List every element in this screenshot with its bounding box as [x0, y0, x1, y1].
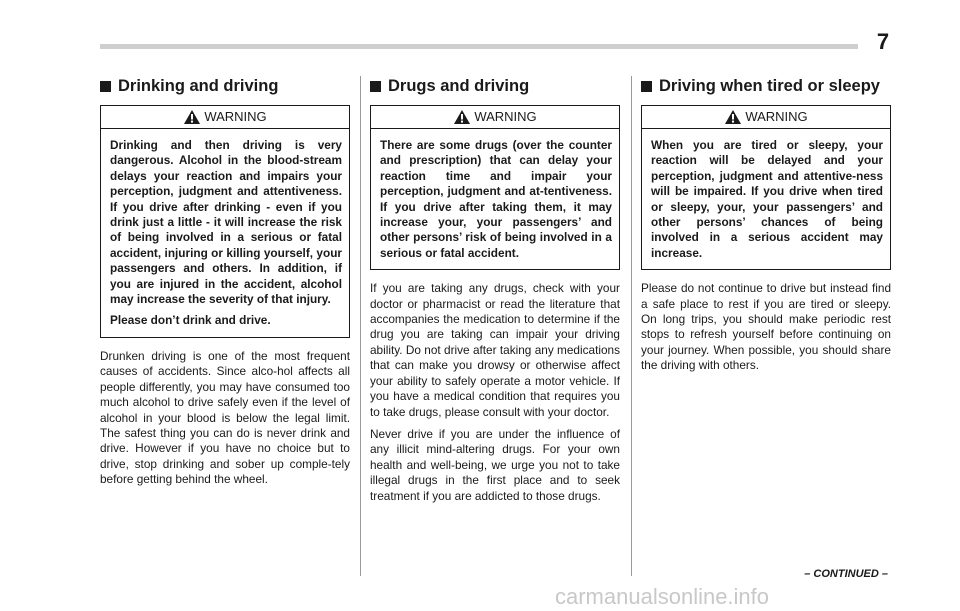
- warning-box: [100, 105, 350, 338]
- warning-header: [371, 106, 619, 129]
- section-body: [370, 281, 620, 504]
- warning-header: [101, 106, 349, 129]
- warning-triangle-icon: [724, 109, 742, 125]
- column-divider-2: [631, 76, 632, 576]
- warning-label: WARNING: [745, 109, 808, 125]
- section-heading: [370, 76, 620, 96]
- section-body: [100, 349, 350, 488]
- warning-paragraph: Please don’t drink and drive.: [110, 313, 271, 328]
- body-paragraph: Please do not continue to drive but instead find a safe place to rest if you are tired or sleepy. On long trips, you should make periodic rest stops to refresh yourself before continuing on your journey. When possible, you should share the driving with others.: [641, 281, 891, 373]
- warning-label: WARNING: [204, 109, 267, 125]
- section-heading: [641, 76, 891, 96]
- section-driving-when-tired: [641, 76, 891, 374]
- warning-box: [641, 105, 891, 270]
- warning-paragraph: When you are tired or sleepy, your reaction will be delayed and your perception, judgment and attentive-ness will be impaired. If you drive when tired or sleepy, your, your passengers’ and other persons’ chances of being involved in a serious accident may increase.: [651, 138, 883, 260]
- watermark: carmanualsonline.info: [555, 584, 770, 609]
- square-bullet-icon: [370, 81, 381, 92]
- section-title: Drinking and driving: [118, 77, 279, 95]
- square-bullet-icon: [100, 81, 111, 92]
- body-paragraph: If you are taking any drugs, check with your doctor or pharmacist or read the literature that accompanies the medication to determine if the drug you are taking can impair your driving ability. Do not drive after taking any medications that can make you drowsy or otherwise affect your ability to safely operate a motor vehicle. If you have a medical condition that requires you to take drugs, please consult with your doctor.: [370, 281, 620, 419]
- warning-header: [642, 106, 890, 129]
- warning-triangle-icon: [183, 109, 201, 125]
- warning-body: [371, 129, 619, 269]
- section-body: [641, 281, 891, 373]
- body-paragraph: Drunken driving is one of the most frequent causes of accidents. Since alco-hol affects all people differently, you may have consumed too much alcohol to drive safely even if the level of alcohol in your blood is below the legal limit. The safest thing you can do is never drink and drive. However if you have no choice but to drive, stop drinking and sober up comple-tely before getting behind the wheel.: [100, 348, 350, 487]
- section-drugs-and-driving: [370, 76, 620, 504]
- page-number: 7: [876, 29, 890, 54]
- warning-body: [642, 129, 890, 269]
- section-drinking-and-driving: [100, 76, 350, 488]
- warning-label: WARNING: [474, 109, 537, 125]
- section-title: Driving when tired or sleepy: [659, 77, 880, 95]
- body-paragraph: Never drive if you are under the influence of any illicit mind-altering drugs. For your own health and well-being, we urge you not to take illegal drugs in the first place and to seek treatment if you are addicted to those drugs.: [370, 426, 620, 503]
- warning-triangle-icon: [453, 109, 471, 125]
- square-bullet-icon: [641, 81, 652, 92]
- header-rule: [100, 44, 858, 49]
- warning-box: [370, 105, 620, 270]
- warning-body: [101, 129, 349, 337]
- column-divider-1: [360, 76, 361, 576]
- section-title: Drugs and driving: [388, 77, 530, 95]
- continued-label: – CONTINUED –: [804, 568, 888, 580]
- section-heading: [100, 76, 350, 96]
- warning-paragraph: There are some drugs (over the counter and prescription) that can delay your reaction time and impair your perception, judgment and at-tentiveness. If you drive after taking them, it may increase your, your passengers’ and other persons’ risk of being involved in a serious or fatal accident.: [380, 138, 612, 260]
- warning-paragraph: Drinking and then driving is very dangerous. Alcohol in the blood-stream delays your reaction and impairs your perception, judgment and attentiveness. If you drive after drinking - even if you drink just a little - it will increase the risk of being involved in a serious or fatal accident, injuring or killing yourself, your passengers and others. In addition, if you are injured in the accident, alcohol may increase the severity of that injury.: [110, 138, 342, 307]
